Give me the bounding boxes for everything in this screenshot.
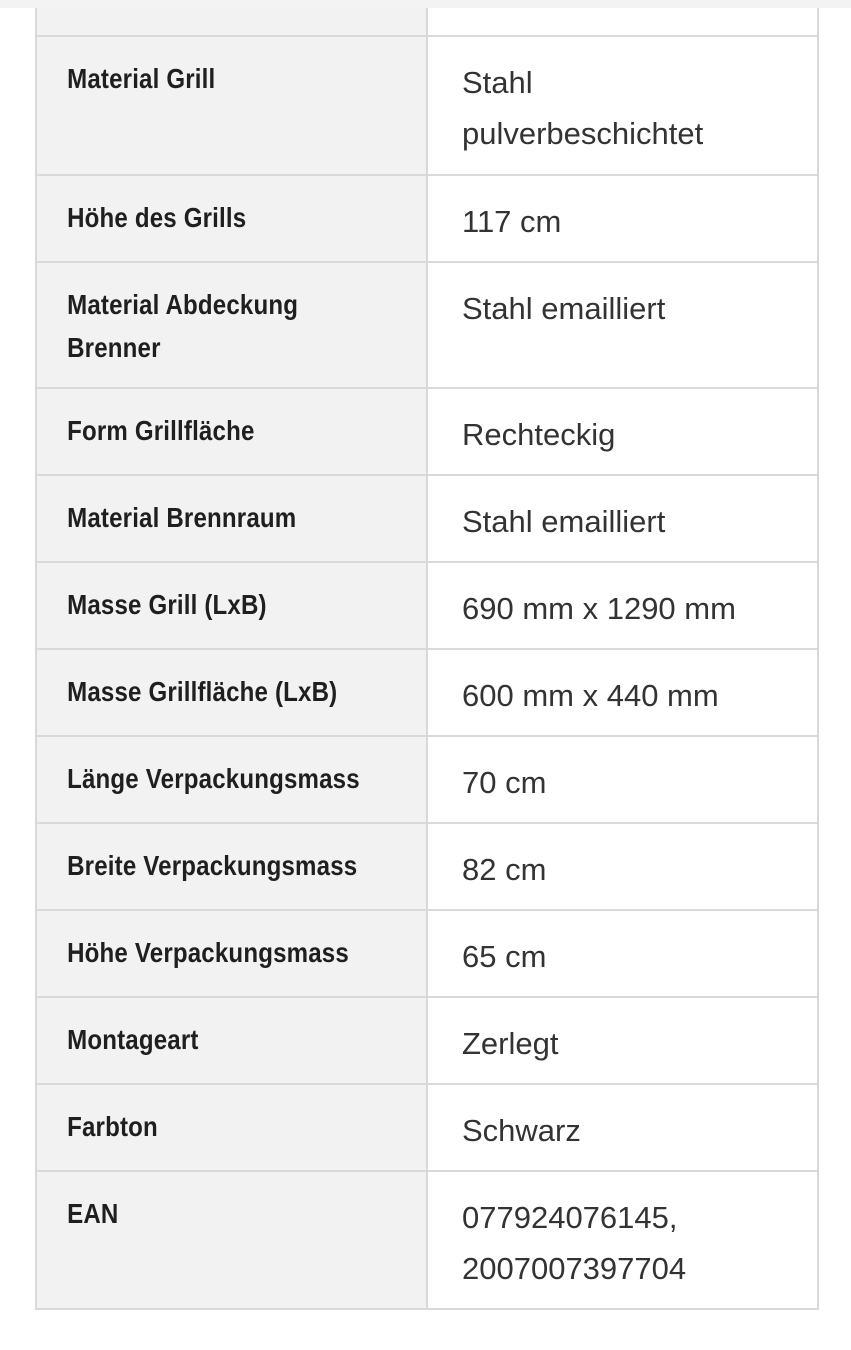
spec-value-cell	[427, 823, 818, 910]
spec-label-hoehe-grill: Höhe des Grills	[67, 202, 247, 233]
spec-label-cell	[36, 1171, 427, 1309]
table-row	[36, 262, 818, 388]
spec-label-cell	[36, 175, 427, 262]
spec-label-cell	[36, 736, 427, 823]
spec-value-breite-verpackung: 82 cm	[462, 852, 547, 887]
table-row	[36, 562, 818, 649]
table-row	[36, 175, 818, 262]
spec-value-cell	[427, 910, 818, 997]
spec-label-cell	[36, 823, 427, 910]
spec-value-masse-grill: 690 mm x 1290 mm	[462, 591, 736, 626]
spec-value-material-brennraum: Stahl emailliert	[462, 504, 666, 539]
spec-label-cell	[36, 388, 427, 475]
spec-value-cell	[427, 1084, 818, 1171]
table-row	[36, 910, 818, 997]
product-specs-table	[35, 8, 819, 1310]
table-row	[36, 1084, 818, 1171]
spec-label-material-grill: Material Grill	[67, 63, 216, 94]
table-row	[36, 475, 818, 562]
spec-value-cell	[427, 175, 818, 262]
spec-value-cell	[427, 475, 818, 562]
spec-label-cell	[36, 649, 427, 736]
spec-label-cell	[36, 1084, 427, 1171]
spec-value-montageart: Zerlegt	[462, 1026, 559, 1061]
spec-label-cell	[36, 8, 427, 36]
spec-value-cell	[427, 36, 818, 175]
table-row-partial	[36, 8, 818, 36]
spec-value-cell	[427, 736, 818, 823]
spec-label-cell	[36, 562, 427, 649]
table-row	[36, 736, 818, 823]
spec-label-breite-verpackung: Breite Verpackungsmass	[67, 850, 358, 881]
spec-value-form-grillflaeche: Rechteckig	[462, 417, 616, 452]
spec-label-cell	[36, 475, 427, 562]
spec-label-montageart: Montageart	[67, 1024, 199, 1055]
spec-value-cell	[427, 1171, 818, 1309]
table-row	[36, 823, 818, 910]
table-row	[36, 1171, 818, 1309]
spec-label-cell	[36, 262, 427, 388]
spec-value-hoehe-verpackung: 65 cm	[462, 939, 547, 974]
table-row	[36, 997, 818, 1084]
spec-value-ean: 077924076145, 2007007397704	[462, 1200, 687, 1286]
table-row	[36, 649, 818, 736]
table-row	[36, 388, 818, 475]
spec-label-farbton: Farbton	[67, 1111, 158, 1142]
spec-value-cell	[427, 997, 818, 1084]
spec-value-laenge-verpackung: 70 cm	[462, 765, 547, 800]
spec-value-cell	[427, 262, 818, 388]
spec-label-laenge-verpackung: Länge Verpackungsmass	[67, 763, 360, 794]
spec-label-material-brennraum: Material Brennraum	[67, 502, 297, 533]
spec-value-cell	[427, 562, 818, 649]
table-row	[36, 36, 818, 175]
spec-label-masse-grill: Masse Grill (LxB)	[67, 589, 267, 620]
spec-label-hoehe-verpackung: Höhe Verpackungsmass	[67, 937, 349, 968]
spec-value-cell	[427, 649, 818, 736]
spec-value-material-abdeckung: Stahl emailliert	[462, 291, 666, 326]
spec-value-masse-grillflaeche: 600 mm x 440 mm	[462, 678, 719, 713]
spec-label-cell	[36, 36, 427, 175]
spec-label-cell	[36, 997, 427, 1084]
spec-label-masse-grillflaeche: Masse Grillfläche (LxB)	[67, 676, 338, 707]
spec-label-cell	[36, 910, 427, 997]
spec-label-material-abdeckung: Material Abdeckung Brenner	[67, 289, 299, 363]
spec-value-farbton: Schwarz	[462, 1113, 581, 1148]
spec-value-cell	[427, 388, 818, 475]
spec-label-ean: EAN	[67, 1198, 119, 1229]
page-top-background	[0, 0, 851, 8]
spec-value-hoehe-grill: 117 cm	[462, 204, 562, 239]
spec-label-form-grillflaeche: Form Grillfläche	[67, 415, 255, 446]
spec-value-material-grill: Stahl pulverbeschichtet	[462, 65, 704, 151]
spec-value-cell	[427, 8, 818, 36]
